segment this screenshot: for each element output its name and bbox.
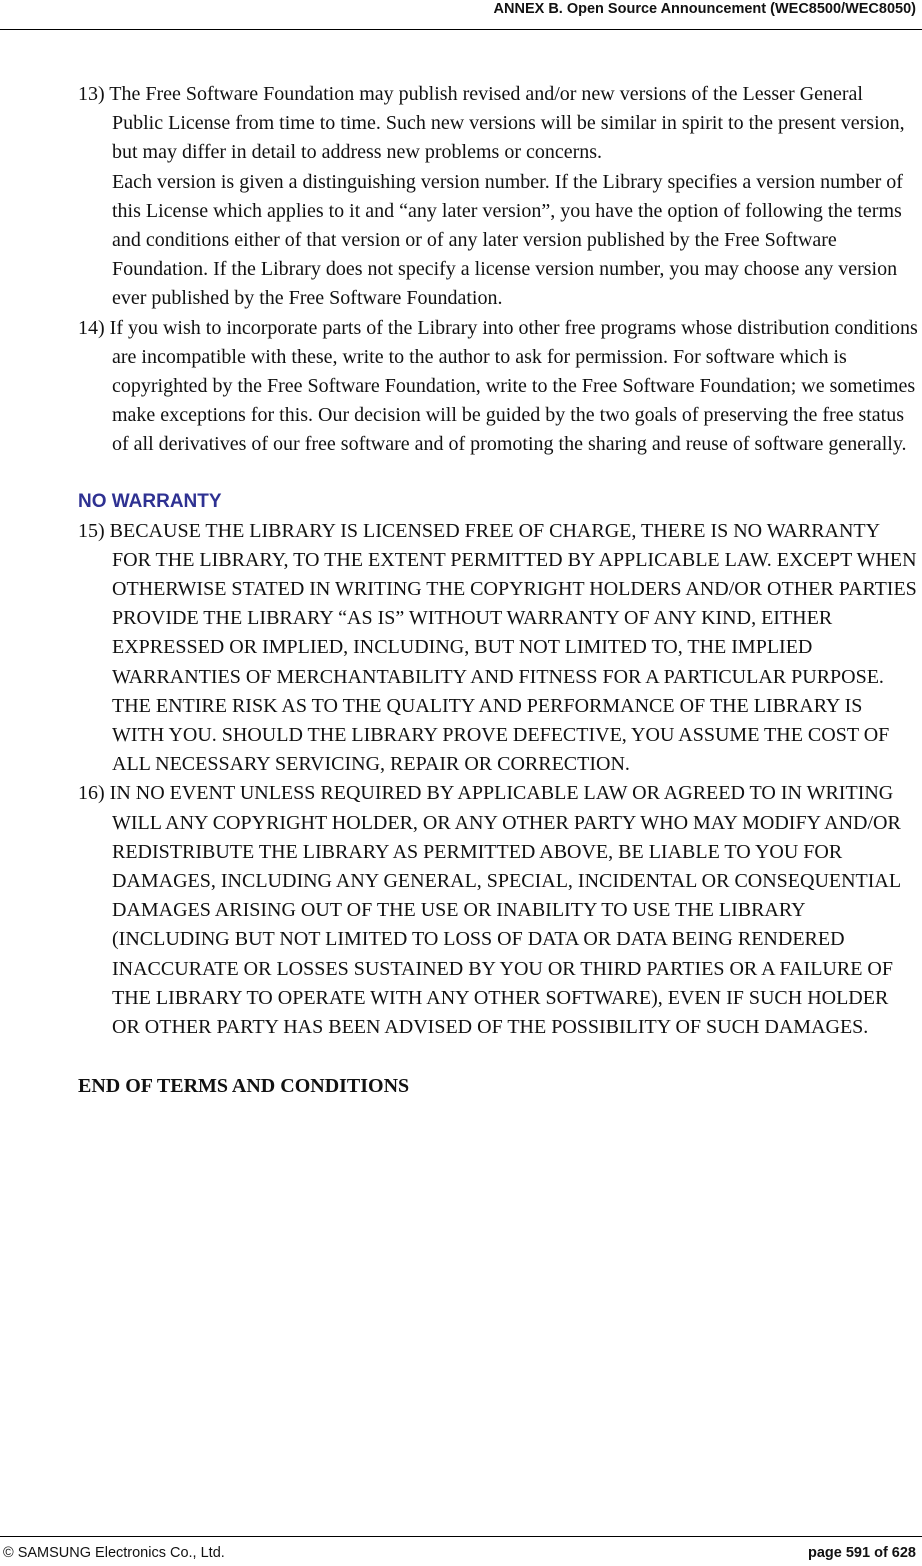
end-of-terms-heading: END OF TERMS AND CONDITIONS [78, 1075, 410, 1098]
clause-15: 15) BECAUSE THE LIBRARY IS LICENSED FREE OF CHARGE, THERE IS NO WARRANTY FOR THE LIBRARY, TO THE EXTENT PERMITTED BY APPLICABLE LAW. EXCEPT WHEN OTHERWISE STATED IN WRITING THE COPYRIGHT HOLDERS AND/OR OTHER PARTIES PROVIDE THE LIBRARY “AS IS” WITHOUT WARRANTY OF ANY KIND, EITHER EXPRESSED OR IMPLIED, INCLUDING, BUT NOT LIMITED TO, THE IMPLIED WARRANTIES OF MERCHANTABILITY AND FITNESS FOR A PARTICULAR PURPOSE. THE ENTIRE RISK AS TO THE QUALITY AND PERFORMANCE OF THE LIBRARY IS WITH YOU. SHOULD THE LIBRARY PROVE DEFECTIVE, YOU ASSUME THE COST OF ALL NECESSARY SERVICING, REPAIR OR CORRECTION. [78, 519, 917, 776]
header-title: ANNEX B. Open Source Announcement (WEC8500/WEC8050) [493, 1, 916, 17]
no-warranty-heading: NO WARRANTY [78, 490, 222, 512]
clause-16: 16) IN NO EVENT UNLESS REQUIRED BY APPLICABLE LAW OR AGREED TO IN WRITING WILL ANY COPYRIGHT HOLDER, OR ANY OTHER PARTY WHO MAY MODIFY AND/OR REDISTRIBUTE THE LIBRARY AS PERMITTED ABOVE, BE LIABLE TO YOU FOR DAMAGES, INCLUDING ANY GENERAL, SPECIAL, INCIDENTAL OR CONSEQUENTIAL DAMAGES ARISING OUT OF THE USE OR INABILITY TO USE THE LIBRARY (INCLUDING BUT NOT LIMITED TO LOSS OF DATA OR DATA BEING RENDERED INACCURATE OR LOSSES SUSTAINED BY YOU OR THIRD PARTIES OR A FAILURE OF THE LIBRARY TO OPERATE WITH ANY OTHER SOFTWARE), EVEN IF SUCH HOLDER OR OTHER PARTY HAS BEEN ADVISED OF THE POSSIBILITY OF SUCH DAMAGES. [78, 782, 901, 1039]
page-header [0, 0, 922, 30]
clause-14: 14) If you wish to incorporate parts of the Library into other free programs whose distribution conditions are incompatible with these, write to the author to ask for permission. For software which is copyrighted by the Free Software Foundation, write to the Free Software Foundation; we sometimes make exceptions for this. Our decision will be guided by the two goals of preserving the free status of all derivatives of our free software and of promoting the sharing and reuse of software generally. [78, 316, 918, 456]
page-footer [0, 1536, 922, 1566]
clause-13: 13) The Free Software Foundation may publish revised and/or new versions of the Lesser General Public License from time to time. Such new versions will be similar in spirit to the present version, but may differ in detail to address new problems or concerns. [78, 83, 905, 164]
page-number: page 591 of 628 [808, 1545, 916, 1561]
document-body [78, 80, 918, 1102]
footer-copyright: © SAMSUNG Electronics Co., Ltd. [3, 1545, 225, 1561]
clause-13-continuation: Each version is given a distinguishing version number. If the Library specifies a version number of this License which applies to it and “any later version”, you have the option of following the terms and conditions either of that version or of any later version published by the Free Software Foundation. If the Library does not specify a license version number, you may choose any version ever published by the Free Software Foundation. [112, 170, 903, 310]
